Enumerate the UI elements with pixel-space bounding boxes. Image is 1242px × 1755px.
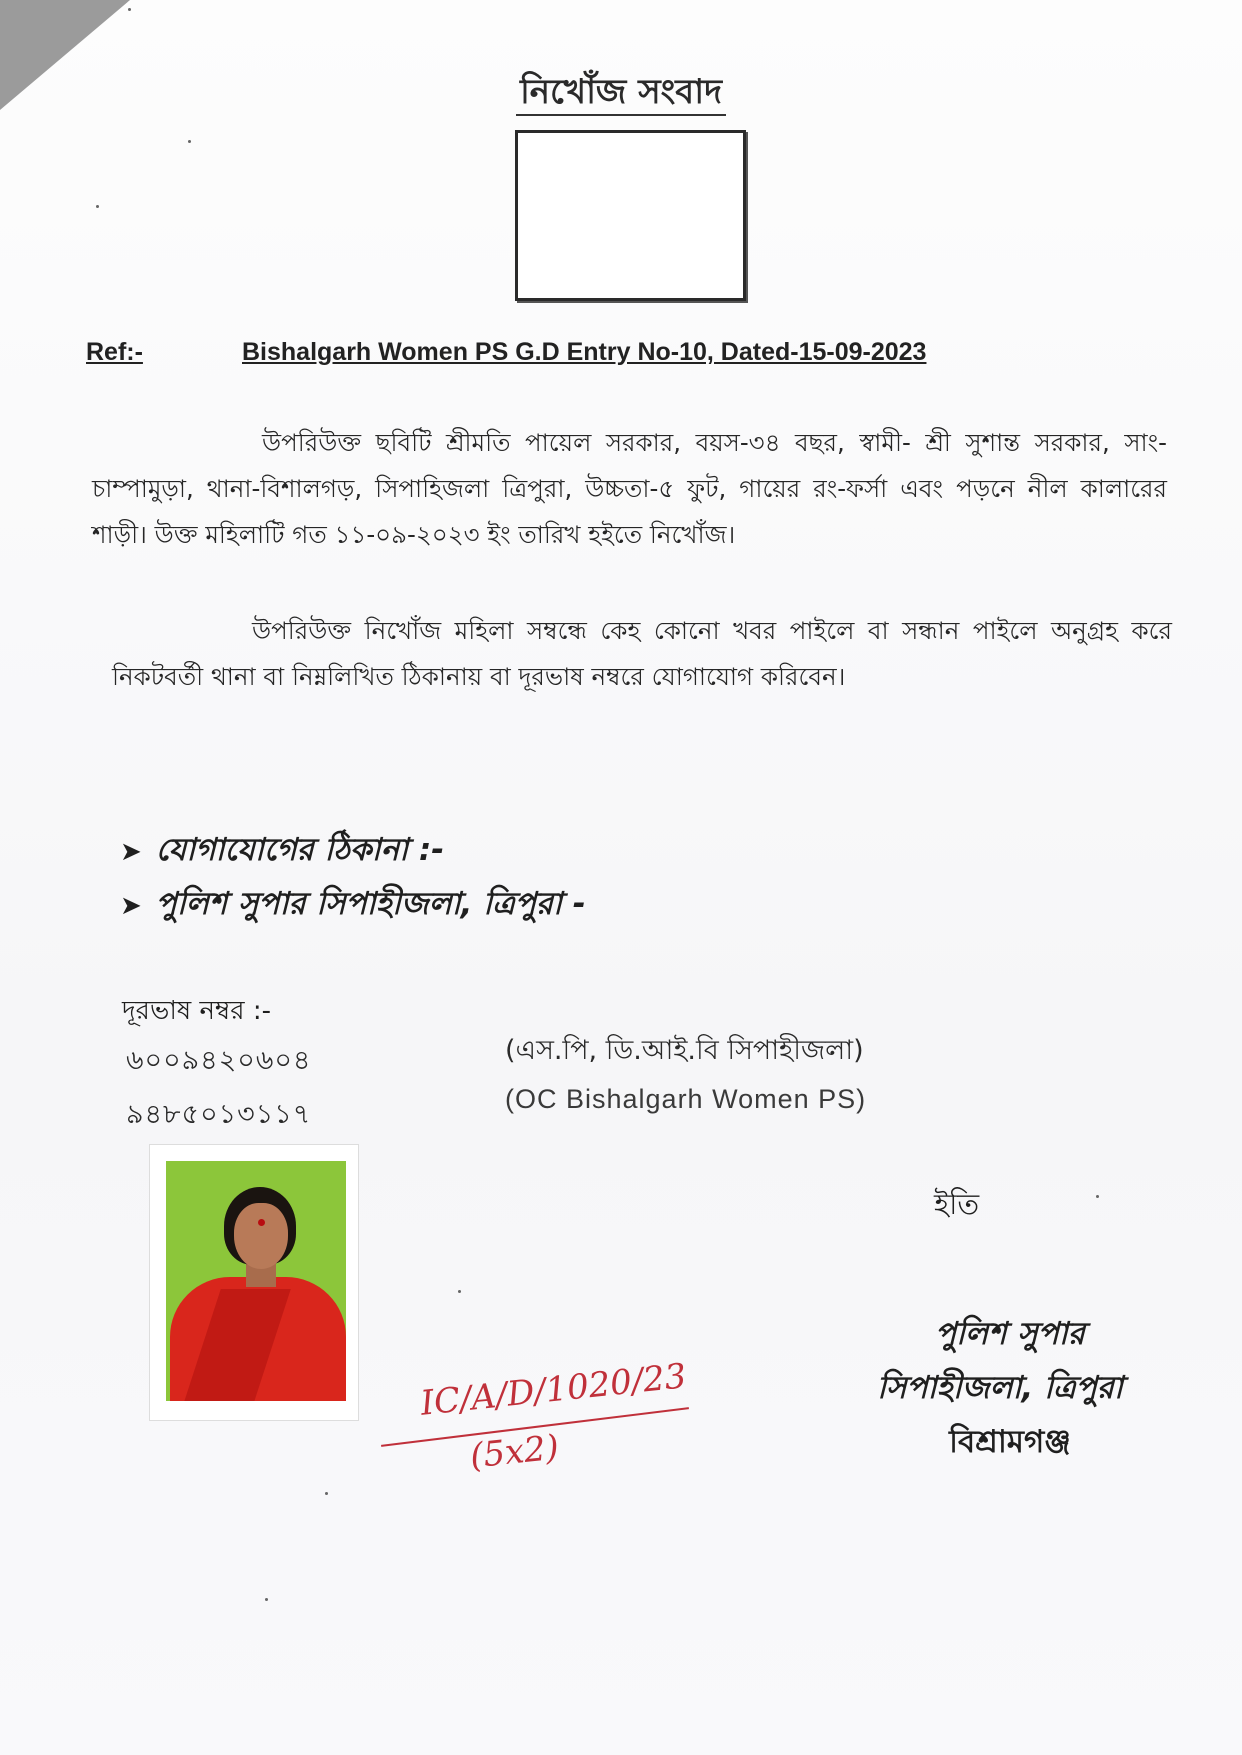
- phone-office: (OC Bishalgarh Women PS): [505, 1084, 867, 1114]
- scan-speck: [1096, 1195, 1099, 1198]
- contact-heading-text: যোগাযোগের ঠিকানা :-: [155, 832, 445, 868]
- scan-speck: [458, 1290, 461, 1293]
- ref-text: Bishalgarh Women PS G.D Entry No-10, Dated-15-09-2023: [242, 338, 927, 366]
- phone-number: ৬০০৯৪২০৬০৪: [126, 1045, 312, 1076]
- photo-background: [166, 1161, 346, 1401]
- arrow-bullet-icon: ➤: [120, 891, 142, 921]
- phone-number: ৯৪৮৫০১৩১১৭: [126, 1099, 312, 1130]
- phone-heading: দূরভাষ নম্বর :-: [122, 996, 272, 1026]
- handwritten-line-2: (5x2): [468, 1427, 561, 1477]
- scan-speck: [325, 1492, 328, 1495]
- scan-speck: [265, 1598, 268, 1601]
- description-paragraph: উপরিউক্ত ছবিটি শ্রীমতি পায়েল সরকার, বয়স-৩৪ বছর, স্বামী- শ্রী সুশান্ত সরকার, সাং-চাম্পামুড়া, থানা-বিশালগড়, সিপাহিজলা ত্রিপুরা, উচ্চতা-৫ ফুট, গায়ের রং-ফর্সা এবং পড়নে নীল কালারের শাড়ী। উক্ত মহিলাটি গত ১১-০৯-২০২৩ ইং তারিখ হইতে নিখোঁজ।: [92, 428, 1167, 549]
- reference-line: [86, 338, 1086, 367]
- signature-line-3: বিশ্রামগঞ্জ: [949, 1424, 1071, 1460]
- photo-face: [234, 1203, 288, 1269]
- signature-line-1: পুলিশ সুপার: [935, 1316, 1085, 1352]
- handwritten-reference: [380, 1356, 710, 1500]
- handwritten-line-1: IC/A/D/1020/23: [418, 1356, 689, 1424]
- empty-photo-frame: [515, 130, 746, 301]
- signature-line-2: সিপাহীজলা, ত্রিপুরা: [877, 1370, 1123, 1406]
- contact-address-text: পুলিশ সুপার সিপাহীজলা, ত্রিপুরা -: [155, 886, 586, 922]
- scan-speck: [188, 140, 191, 143]
- page-title: [0, 66, 1242, 123]
- closing-word: ইতি: [934, 1187, 980, 1221]
- ref-label: Ref:-: [86, 338, 143, 366]
- phone-office: (এস.পি, ডি.আই.বি সিপাহীজলা): [505, 1035, 864, 1066]
- scan-speck: [96, 205, 99, 208]
- scan-speck: [128, 8, 131, 11]
- request-paragraph: উপরিউক্ত নিখোঁজ মহিলা সম্বন্ধে কেহ কোনো খবর পাইলে বা সন্ধান পাইলে অনুগ্রহ করে নিকটবর্তী থানা বা নিম্নলিখিত ঠিকানায় বা দূরভাষ নম্বরে যোগাযোগ করিবেন।: [112, 616, 1172, 691]
- contact-heading: [120, 826, 444, 878]
- photo-bindi: [258, 1219, 265, 1226]
- contact-address: [120, 880, 586, 932]
- missing-person-photo: [150, 1145, 358, 1420]
- arrow-bullet-icon: ➤: [120, 837, 142, 867]
- title-text: নিখোঁজ সংবাদ: [516, 72, 726, 116]
